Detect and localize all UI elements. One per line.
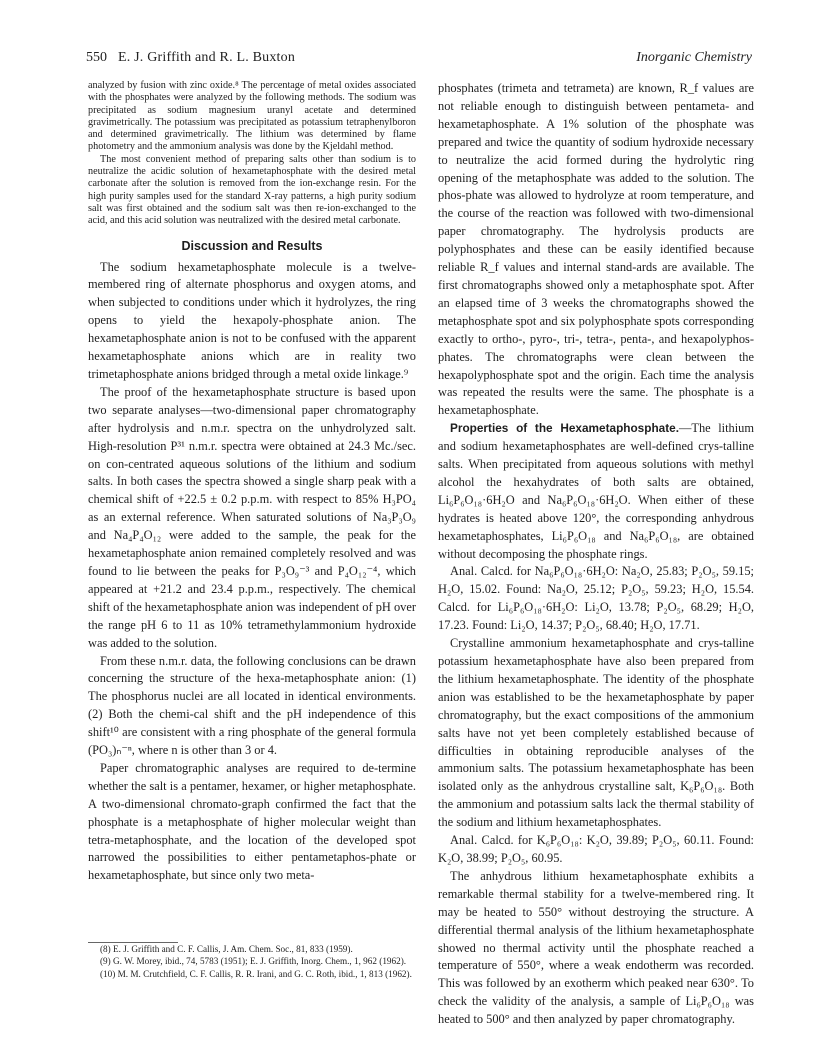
analysis-paragraph: Anal. Calcd. for Na₆P₆O₁₈·6H₂O: Na₂O, 25.83; P₂O₅, 59.15; H₂O, 15.02. Found: Na₂O, 25.12; P₂O₅, 59.23; H₂O, 15.54. Calcd. for Li₆P₆O₁₈·6H₂O: Li₂O, 13.78; P₂O₅, 68.29; H₂O, 17.23. Found: Li₂O, 14.37; P₂O₅, 68.40; H₂O, 17.71. (438, 564, 754, 633)
runin-heading: Properties of the Hexametaphosphate. (450, 421, 679, 436)
footnotes (88, 942, 416, 980)
page-number: 550 (86, 50, 107, 65)
right-column (438, 80, 754, 1029)
preparation-paragraph: The most convenient method of preparing salts other than sodium is to neutralize the acidic solution of hexametaphosphate with the desired metal carbonate after the solution is removed from the ion-exchange resin. For the high purity samples used for the standard X-ray patterns, a high purity sodium salt was first obtained and the sodium salt was then re-ion-exchanged to the acid, and this acid solution was neutralized with the desired metal carbonate. (88, 153, 416, 227)
running-header (86, 50, 752, 72)
left-column (88, 80, 416, 885)
footnote: (9) G. W. Morey, ibid., 74, 5783 (1951); E. J. Griffith, Inorg. Chem., 1, 962 (1962). (100, 956, 407, 967)
section-heading: Discussion and Results (181, 238, 323, 253)
body-paragraph: The anhydrous lithium hexametaphosphate exhibits a remarkable thermal stability for a twelve-membered ring. It may be heated to 550° without destroying the structure. A differential thermal analysis of the lithium hexametaphosphate showed no thermal activity until the phosphate reached a temperature of 550°, where a weak endotherm was recorded. This was followed by an exotherm which peaked near 630°. To check the validity of the analysis, a sample of Li₆P₆O₁₈ was heated to 500° and then analyzed by paper chromatography. (438, 868, 754, 1027)
properties-paragraph (438, 420, 754, 563)
footnote: (8) E. J. Griffith and C. F. Callis, J. Am. Chem. Soc., 81, 833 (1959). (100, 944, 353, 954)
methods-paragraph: analyzed by fusion with zinc oxide.⁸ The percentage of metal oxides associated with the phosphates were analyzed by the following methods. The sodium was precipitated as sodium magnesium uranyl acetate and determined gravimetrically. The potassium was precipitated as potassium tetraphenylboron and determined gravimetrically. The lithium was determined by flame photometry and the ammonium analysis was done by the Kjeldahl method. (88, 80, 416, 153)
body-paragraph: Paper chromatographic analyses are required to de-termine whether the salt is a pentamer, hexamer, or higher metaphosphate. A two-dimensional chromato-graph confirmed the fact that the phosphate is a metaphosphate of higher molecular weight than tetra-metaphosphate, and the location of the developed spot narrowed the possibilities to either pentametaphos-phate or hexametaphosphate, but since only two meta- (88, 760, 416, 883)
properties-text: —The lithium and sodium hexametaphosphates are well-defined crys-talline salts. When precipitated from aqueous solutions with methyl alcohol the hexahydrates of both salts are obtained, Li₆P₆O₁₈·6H₂O and Na₆P₆O₁₈·6H₂O. When either of these hydrates is heated above 120°, the corresponding anhydrous hexametaphosphates, Li₆P₆O₁₈ and Na₆P₆O₁₈, are obtained without decomposing the phosphate rings. (438, 421, 754, 561)
body-paragraph: The sodium hexametaphosphate molecule is a twelve-membered ring of alternate phosphorus and oxygen atoms, and when subjected to conditions under which it hydrolyzes, the ring opens to yield the hexapoly-phosphate anion. The hexametaphosphate anion is not to be confused with the apparent hexametaphosphate anions which are in reality two trimetaphosphate anions bridged through a metal oxide linkage.⁹ (88, 259, 416, 381)
analysis-paragraph: Anal. Calcd. for K₆P₆O₁₈: K₂O, 39.89; P₂O₅, 60.11. Found: K₂O, 38.99; P₂O₅, 60.95. (438, 833, 754, 865)
journal-name: Inorganic Chemistry (636, 50, 752, 65)
body-paragraph: phosphates (trimeta and tetrameta) are known, R_f values are not reliable enough to distinguish between pentameta- and hexametaphosphate. A 1% solution of the phosphate was prepared and twice the quantity of sodium hydroxide necessary to neutralize the acid formed during the hydrolytic ring opening of the metaphosphate was added to the solution. The phos-phate was allowed to hydrolyze at room temperature, and the course of the reaction was followed with two-dimensional paper chromatography. The hydrolysis products are polyphosphates and these can be easily identified because reliable R_f values and internal stand-ards are available. The first chromatographs showed only a metaphosphate spot. After an elapsed time of 3 weeks the chromatographs showed the metaphosphate spot and six polyphosphate spots corresponding exactly to ortho-, pyro-, tri-, tetra-, penta-, and hexapolyphos-phates. The chromatographs were clean between the hexapolyphosphate spot and the origin. Each time the analysis was repeated the results were the same. The phosphate is a hexametaphosphate. (438, 81, 754, 418)
body-paragraph: The proof of the hexametaphosphate structure is based upon two separate analyses—two-dimensional paper chromatography after hydrolysis and n.m.r. spectra on the unhydrolyzed salt. High-resolution P³¹ n.m.r. spectra were obtained at 24.3 Mc./sec. on con-centrated aqueous solutions of the lithium and sodium salts. In both cases the spectra showed a single sharp peak with a chemical shift of +22.5 ± 0.2 p.p.m. with respect to 85% H₃PO₄ as an external reference. When saturated solutions of Na₃P₃O₉ and Na₄P₄O₁₂ were added to the sample, the peak for the hexametaphosphate anion remained completely resolved and was found to lie between the peaks for P₃O₉⁻³ and P₄O₁₂⁻⁴, which appeared at +21.2 and 23.4 p.p.m., respectively. The chemical shift of the hexametaphosphate anion was independent of pH over the range pH 6 to 11 as 10% tetramethylammonium hydroxide was added to the solution. (88, 384, 416, 650)
body-paragraph: From these n.m.r. data, the following conclusions can be drawn concerning the structure of the hexa-metaphosphate anion: (1) The phosphorus nuclei are all located in identical environments. (2) Both the chemi-cal shift and the pH independence of this shift¹⁰ are consistent with a ring phosphate of the general formula (PO₃)ₙ⁻ⁿ, where n is other than 3 or 4. (88, 653, 416, 758)
header-authors: E. J. Griffith and R. L. Buxton (118, 50, 296, 65)
footnote: (10) M. M. Crutchfield, C. F. Callis, R. R. Irani, and G. C. Roth, ibid., 1, 813 (1962). (100, 968, 412, 979)
body-paragraph: Crystalline ammonium hexametaphosphate and crys-talline potassium hexametaphosphate have also been prepared from the lithium hexametaphosphate. The identity of the phosphate anion was established to be the hexametaphosphate by paper chromatography, but the exact compositions of the ammonium salts have not yet been completely established because of difficulties in obtaining reproducible analyses of the ammonium salts. The potassium hexametaphosphate has been isolated only as the anhydrous crystalline salt, K₆P₆O₁₈. Both the ammonium and potassium salts lack the thermal stability of the sodium and lithium hexametaphosphates. (438, 636, 754, 830)
